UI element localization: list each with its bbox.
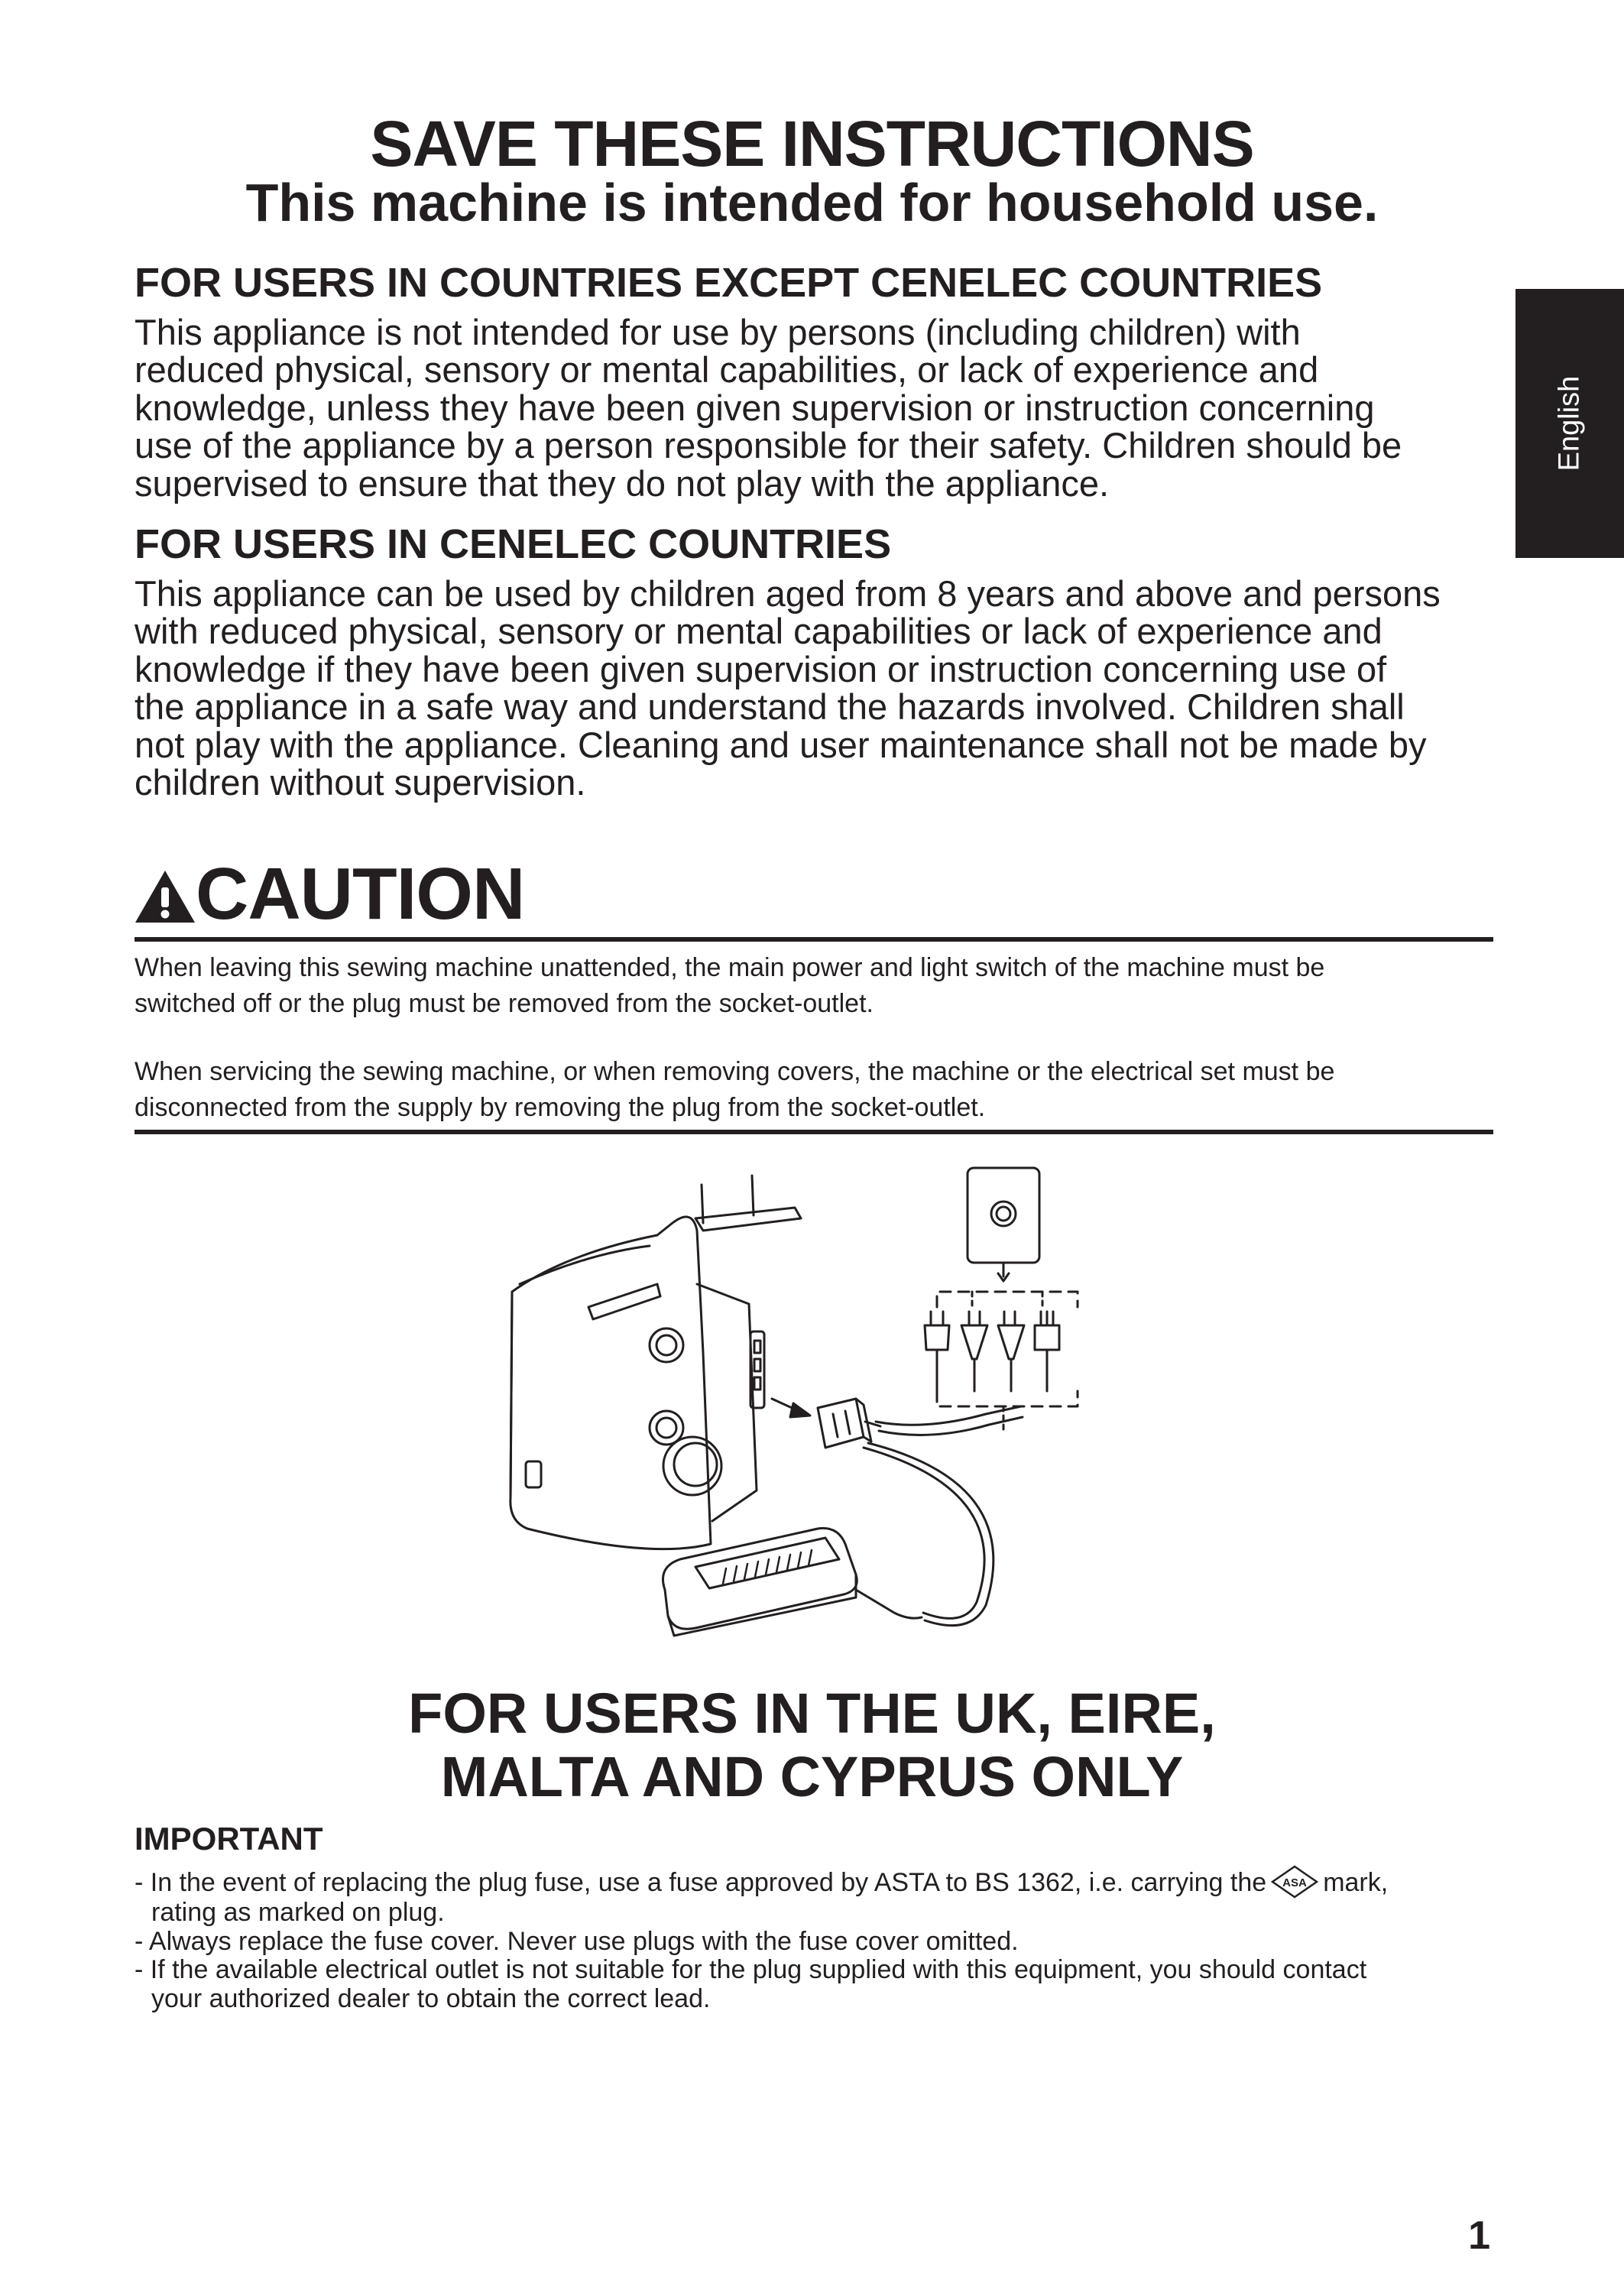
text-line: disconnected from the supply by removing the plug from the socket-outlet. (135, 1093, 986, 1122)
text-line: When leaving this sewing machine unattended, the main power and light switch of the machine must be (135, 953, 1325, 982)
bullet-text: - In the event of replacing the plug fuse, use a fuse approved by ASTA to BS 1362, i.e. carrying the (135, 1868, 1267, 1897)
text-line: When servicing the sewing machine, or when removing covers, the machine or the electrical set must be (135, 1057, 1335, 1086)
section-body-non-cenelec (135, 313, 1510, 502)
text-line: with reduced physical, sensory or mental capabilities or lack of experience and (135, 611, 1383, 652)
text-line: This appliance can be used by children aged from 8 years and above and persons (135, 573, 1441, 614)
section-heading-non-cenelec: FOR USERS IN COUNTRIES EXCEPT CENELEC COUNTRIES (135, 260, 1323, 306)
page-title: SAVE THESE INSTRUCTIONS (370, 108, 1254, 180)
caution-paragraph-2 (135, 1054, 1510, 1126)
text-line: knowledge if they have been given supervision or instruction concerning use of (135, 648, 1387, 689)
asta-mark-icon (1271, 1865, 1318, 1899)
text-line: not play with the appliance. Cleaning and user maintenance shall not be made by (135, 724, 1427, 765)
warning-triangle-icon (133, 868, 197, 926)
list-item: - Always replace the fuse cover. Never use plugs with the fuse cover omitted. (135, 1926, 1019, 1956)
text-line: knowledge, unless they have been given supervision or instruction concerning (135, 387, 1375, 428)
divider (135, 1130, 1493, 1134)
text-line: use of the appliance by a person responsible for their safety. Children should be (135, 425, 1402, 466)
section-heading-cenelec: FOR USERS IN CENELEC COUNTRIES (135, 521, 892, 567)
bullet-continuation: rating as marked on plug. (151, 1898, 445, 1927)
uk-title-line: FOR USERS IN THE UK, EIRE, (408, 1682, 1216, 1745)
caution-paragraph-1 (135, 950, 1510, 1022)
text-line: reduced physical, sensory or mental capabilities, or lack of experience and (135, 349, 1319, 391)
bullet-continuation: your authorized dealer to obtain the correct lead. (151, 1983, 711, 2013)
list-item (135, 1865, 1495, 1928)
text-line: This appliance is not intended for use by persons (including children) with (135, 312, 1301, 352)
list-item (135, 1956, 1495, 2013)
sewing-machine-power-connection-illustration (497, 1162, 1131, 1651)
uk-section-title (0, 1682, 1624, 1808)
important-list (135, 1865, 1495, 2013)
language-tab-label: English (1553, 375, 1586, 472)
caution-title: CAUTION (196, 853, 525, 935)
language-tab (1515, 289, 1624, 558)
divider (135, 937, 1493, 942)
bullet-text: - If the available electrical outlet is not suitable for the plug supplied with this equipment, you should contact (135, 1955, 1367, 1984)
uk-title-line: MALTA AND CYPRUS ONLY (440, 1745, 1184, 1808)
text-line: supervised to ensure that they do not play with the appliance. (135, 462, 1110, 504)
page-subtitle: This machine is intended for household use. (245, 173, 1379, 232)
text-line: switched off or the plug must be removed from the socket-outlet. (135, 989, 874, 1018)
page-number: 1 (1468, 2214, 1490, 2258)
text-line: children without supervision. (135, 762, 586, 803)
text-line: the appliance in a safe way and understand the hazards involved. Children shall (135, 686, 1405, 728)
asta-mark-text: ASA (1282, 1876, 1308, 1889)
bullet-text: mark, (1323, 1868, 1389, 1897)
important-label: IMPORTANT (135, 1821, 323, 1857)
section-body-cenelec (135, 575, 1510, 801)
